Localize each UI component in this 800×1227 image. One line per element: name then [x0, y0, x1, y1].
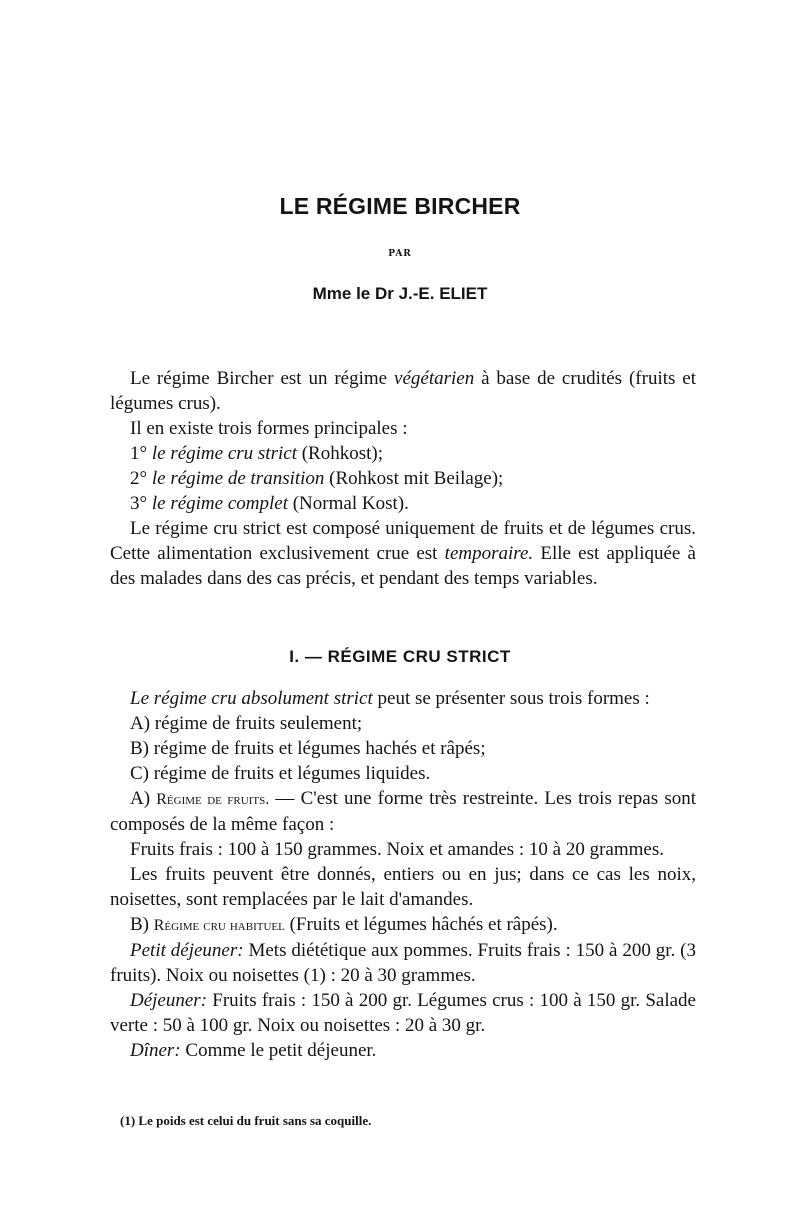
- intro-list-item-3: 3° le régime complet (Normal Kost).: [130, 493, 409, 514]
- intro-list-item-2: 2° le régime de transition (Rohkost mit Beilage);: [130, 468, 504, 489]
- page-title: LE RÉGIME BIRCHER: [279, 193, 521, 219]
- intro-paragraph-1: Le régime Bircher est un régime végétarien à base de crudités (fruits et légumes crus).: [110, 368, 697, 414]
- intro-list-item-1: 1° le régime cru strict (Rohkost);: [130, 443, 383, 464]
- dejeuner-paragraph: Déjeuner: Fruits frais : 150 à 200 gr. Légumes crus : 100 à 150 gr. Salade verte : 50 à 100 gr. Noix ou noisettes : 20 à 30 gr.: [110, 990, 696, 1036]
- section-list-a: A) régime de fruits seulement;: [130, 713, 363, 734]
- petit-dejeuner-paragraph: Petit déjeuner: Mets diététique aux pommes. Fruits frais : 150 à 200 gr. (3 fruits). Noix ou noisettes (1) : 20 à 30 grammes.: [110, 940, 696, 986]
- diner-paragraph: Dîner: Comme le petit déjeuner.: [130, 1040, 377, 1061]
- byline-par: PAR: [388, 249, 412, 259]
- section-heading: I. — RÉGIME CRU STRICT: [289, 647, 511, 666]
- regime-fruits-paragraph: A) Régime de fruits. — C'est une forme très restreinte. Les trois repas sont composés de la même façon :: [110, 788, 696, 835]
- footnote: (1) Le poids est celui du fruit sans sa coquille.: [120, 1113, 372, 1128]
- section-block: [110, 686, 696, 1063]
- intro-block: [110, 366, 696, 591]
- intro-paragraph-2: Il en existe trois formes principales :: [130, 418, 408, 439]
- section-list-b: B) régime de fruits et légumes hachés et râpés;: [130, 738, 486, 759]
- fruits-note: Les fruits peuvent être donnés, entiers ou en jus; dans ce cas les noix, noisettes, sont remplacées par le lait d'amandes.: [110, 864, 696, 910]
- regime-habituel-paragraph: B) Régime cru habituel (Fruits et légumes hâchés et râpés).: [130, 914, 558, 935]
- author-name: Mme le Dr J.-E. ELIET: [312, 284, 488, 303]
- intro-paragraph-3: Le régime cru strict est composé uniquement de fruits et de légumes crus. Cette alimentation exclusivement crue est temporaire. Elle est appliquée à des malades dans des cas précis, et pendant des temps variables.: [110, 518, 696, 589]
- section-paragraph-1: Le régime cru absolument strict peut se présenter sous trois formes :: [130, 688, 650, 709]
- section-list-c: C) régime de fruits et légumes liquides.: [130, 763, 431, 784]
- fruits-quantities: Fruits frais : 100 à 150 grammes. Noix et amandes : 10 à 20 grammes.: [130, 839, 665, 860]
